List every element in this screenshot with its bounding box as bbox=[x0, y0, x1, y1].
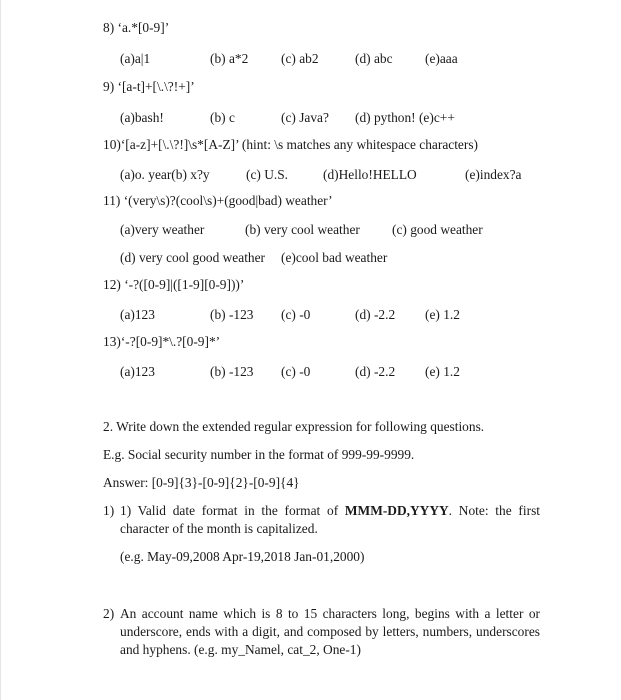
q2-2-text: An account name which is 8 to 15 characters long, begins with a letter or underscore, ends with a digit, and composed by letters, numbers, underscores and hyphens. (e.g. my_Namel, cat_2, One-1) bbox=[120, 606, 540, 657]
q8-option-b: (b) a*2 bbox=[210, 51, 249, 66]
q2-1-examples: (e.g. May-09,2008 Apr-19,2018 Jan-01,2000) bbox=[120, 549, 365, 564]
q2-2-number: 2) bbox=[103, 606, 115, 621]
q12-option-e: (e) 1.2 bbox=[425, 307, 460, 322]
q13-option-e: (e) 1.2 bbox=[425, 364, 460, 379]
question-13: 13)‘-?[0-9]*\.?[0-9]*’ bbox=[103, 334, 221, 349]
q8-option-e: (e)aaa bbox=[425, 51, 458, 66]
q2-1-suffix: . Note: the first character of the month is capitalized. bbox=[120, 503, 540, 536]
q8-option-d: (d) abc bbox=[355, 51, 393, 66]
page-left-border bbox=[0, 0, 1, 700]
q11-option-c: (c) good weather bbox=[392, 222, 483, 237]
q10-option-e: (e)index?a bbox=[465, 167, 522, 182]
q11-option-d: (d) very cool good weather bbox=[120, 250, 266, 265]
q13-option-d: (d) -2.2 bbox=[355, 364, 396, 379]
section-2-heading: 2. Write down the extended regular expression for following questions. bbox=[103, 419, 485, 434]
q12-option-c: (c) -0 bbox=[281, 307, 311, 322]
question-8: 8) ‘a.*[0-9]’ bbox=[103, 20, 170, 35]
q8-option-a: (a)a|1 bbox=[120, 51, 151, 66]
q10-option-a-b: (a)o. year(b) x?y bbox=[120, 167, 210, 182]
q12-option-d: (d) -2.2 bbox=[355, 307, 396, 322]
q2-1-prefix: 1) Valid date format in the format of bbox=[120, 503, 345, 518]
q2-1-format: MMM-DD,YYYY bbox=[344, 503, 449, 518]
q9-option-c: (c) Java? bbox=[281, 110, 329, 125]
q9-option-a: (a)bash! bbox=[120, 110, 164, 125]
q2-1-text bbox=[120, 502, 540, 538]
q12-option-a: (a)123 bbox=[120, 307, 155, 322]
q9-option-b: (b) c bbox=[210, 110, 235, 125]
question-10: 10)‘[a-z]+[\.\?!]\s*[A-Z]’ (hint: \s matches any whitespace characters) bbox=[103, 137, 478, 152]
q9-option-d: (d) python! (e)c++ bbox=[355, 110, 455, 125]
q11-option-e: (e)cool bad weather bbox=[281, 250, 388, 265]
q10-option-c: (c) U.S. bbox=[246, 167, 289, 182]
section-2-answer: Answer: [0-9]{3}-[0-9]{2}-[0-9]{4} bbox=[103, 475, 300, 490]
q8-option-c: (c) ab2 bbox=[281, 51, 319, 66]
question-9: 9) ‘[a-t]+[\.\?!+]’ bbox=[103, 79, 195, 94]
q11-option-a: (a)very weather bbox=[120, 222, 205, 237]
q13-option-a: (a)123 bbox=[120, 364, 155, 379]
q2-1-number: 1) bbox=[103, 503, 115, 518]
question-12: 12) ‘-?([0-9]|([1-9][0-9]))’ bbox=[103, 277, 245, 292]
section-2-example: E.g. Social security number in the format of 999-99-9999. bbox=[103, 447, 415, 462]
q13-option-c: (c) -0 bbox=[281, 364, 311, 379]
q13-option-b: (b) -123 bbox=[210, 364, 254, 379]
q10-option-d: (d)Hello!HELLO bbox=[323, 167, 417, 182]
q11-option-b: (b) very cool weather bbox=[245, 222, 360, 237]
question-11: 11) ‘(very\s)?(cool\s)+(good|bad) weather’ bbox=[103, 193, 333, 208]
q12-option-b: (b) -123 bbox=[210, 307, 254, 322]
